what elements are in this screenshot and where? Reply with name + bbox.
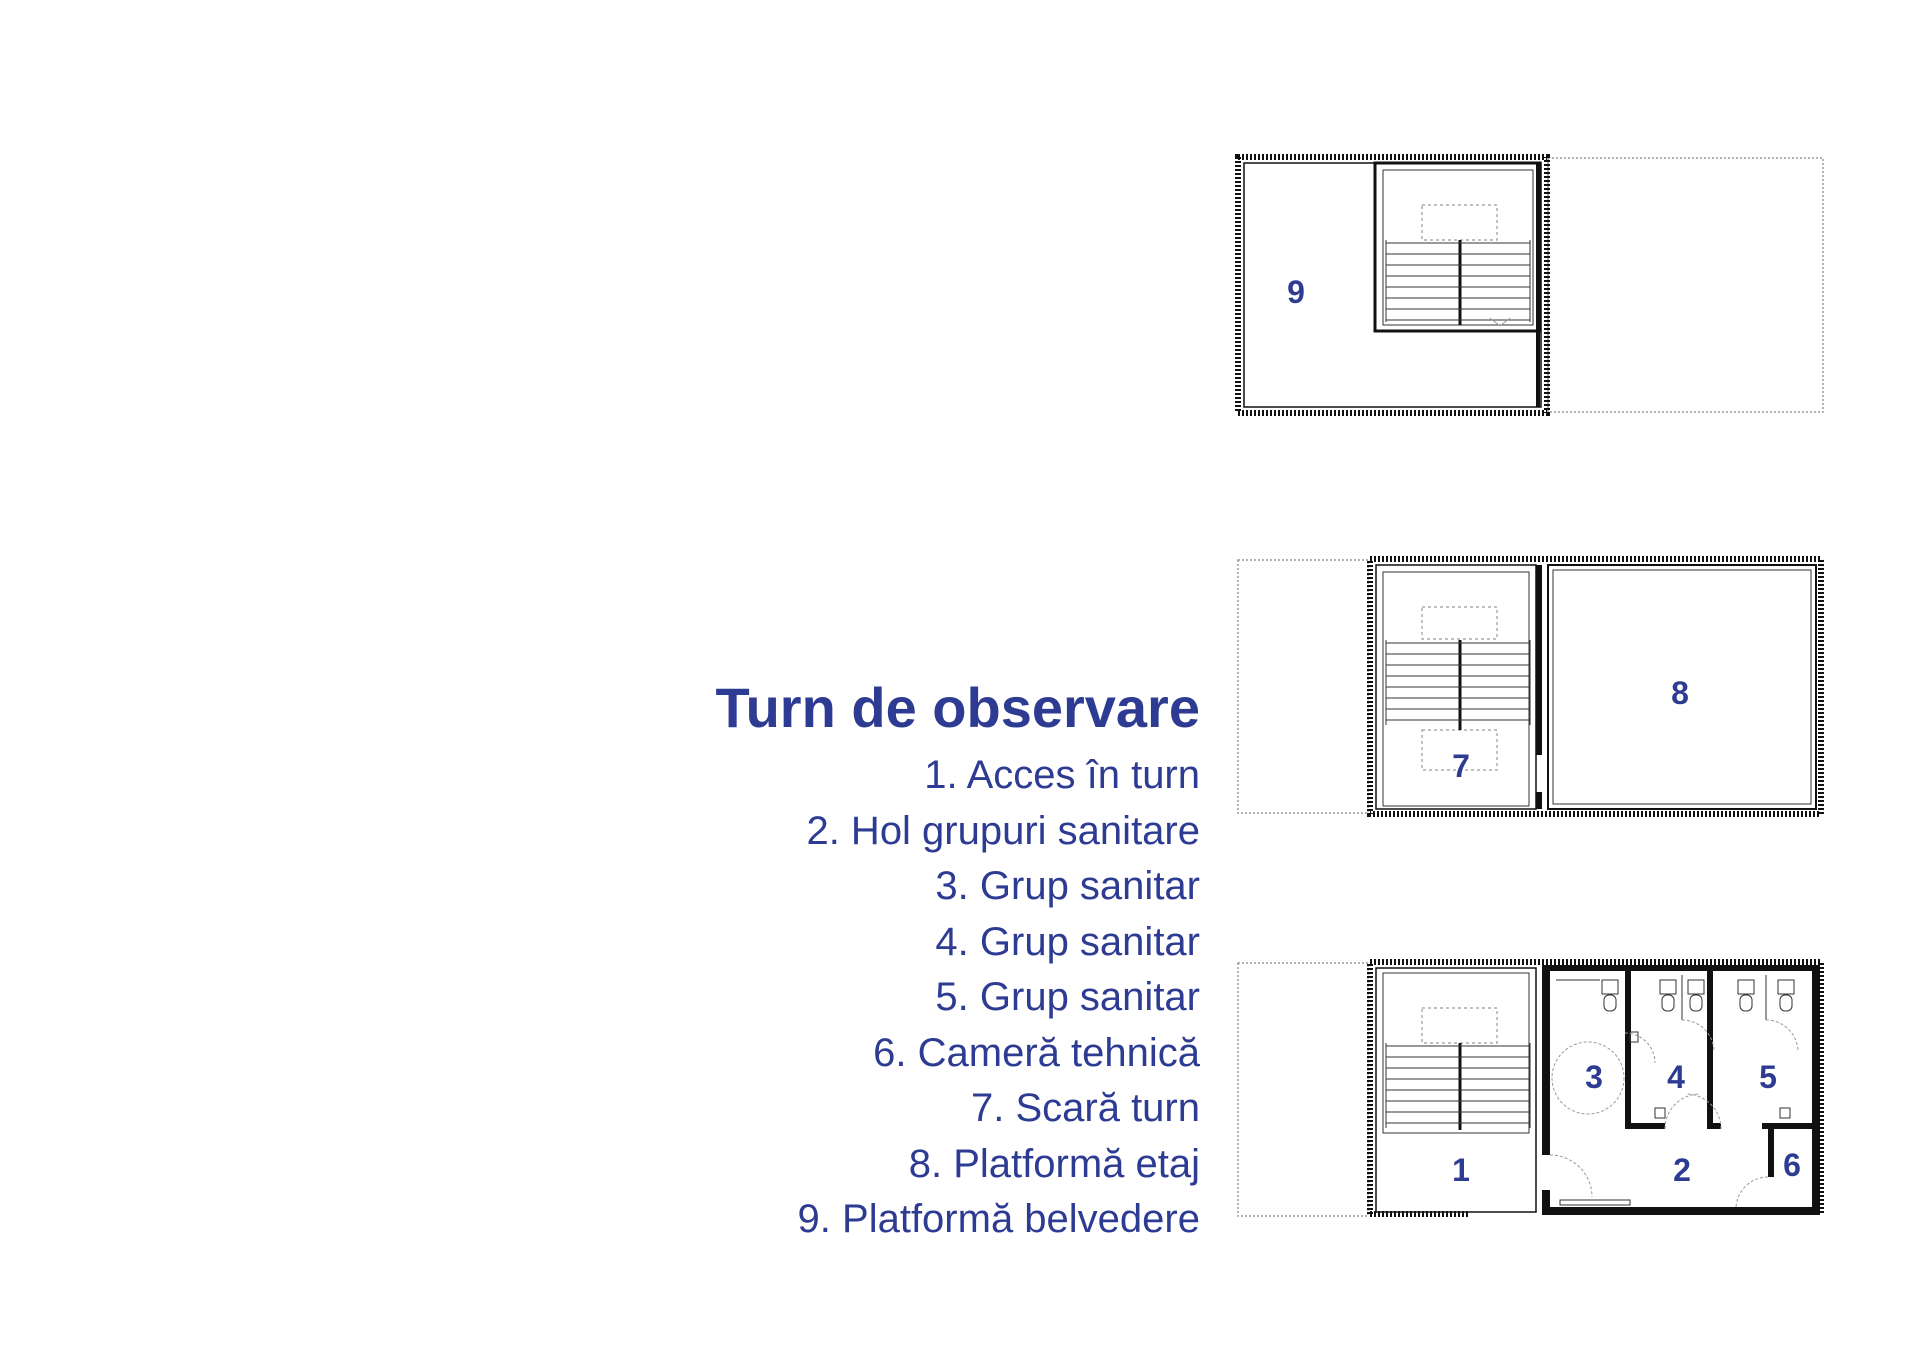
roof-outline-dotted xyxy=(1238,560,1368,813)
toilet-fixtures xyxy=(1556,975,1794,1118)
legend-item-7: 7. Scară turn xyxy=(970,1086,1200,1130)
room-label-8: 8 xyxy=(1671,675,1689,711)
room-label-6: 6 xyxy=(1783,1147,1801,1183)
legend-item-2: 2. Hol grupuri sanitare xyxy=(806,808,1200,853)
legend-item-4: 4. Grup sanitar xyxy=(935,919,1200,964)
legend-item-5: 5. Grup sanitar xyxy=(935,975,1200,1019)
staircase xyxy=(1383,973,1530,1133)
legend-item-6: 6. Cameră tehnică xyxy=(873,1030,1200,1075)
plan-bottom-ground xyxy=(1238,962,1821,1216)
legend-item-8: 8. Platformă etaj xyxy=(908,1141,1200,1186)
room-label-1: 1 xyxy=(1452,1152,1470,1188)
legend-item-9: 9. Platformă belvedere xyxy=(797,1197,1200,1241)
room-label-3: 3 xyxy=(1585,1059,1603,1095)
plan-middle-floor xyxy=(1238,559,1821,814)
legend-item-3: 3. Grup sanitar xyxy=(935,864,1200,908)
room-label-5: 5 xyxy=(1759,1059,1777,1095)
roof-outline-dotted xyxy=(1548,158,1823,412)
plan-top-belvedere xyxy=(1238,157,1823,413)
roof-outline-dotted xyxy=(1238,963,1368,1216)
staircase xyxy=(1375,163,1540,331)
room-label-4: 4 xyxy=(1667,1059,1685,1095)
legend-item-1: 1. Acces în turn xyxy=(924,753,1200,797)
room-label-7: 7 xyxy=(1452,748,1470,784)
room-label-2: 2 xyxy=(1673,1152,1691,1188)
outer-wall xyxy=(1238,157,1547,413)
legend-title: Turn de observare xyxy=(715,676,1200,739)
room-label-9: 9 xyxy=(1287,274,1305,310)
